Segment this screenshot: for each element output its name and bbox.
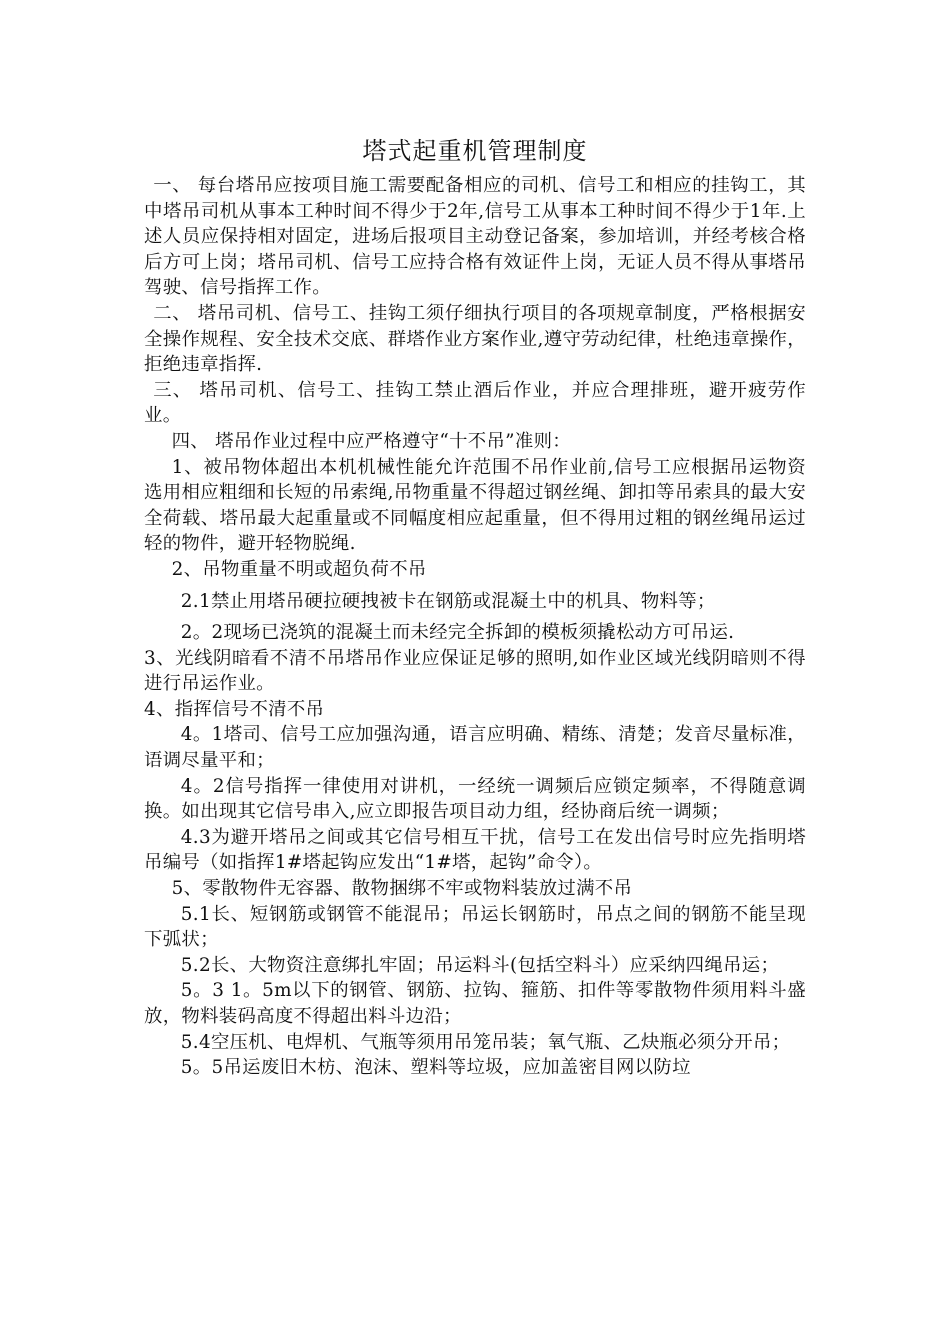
rule-2-heading: 2、吊物重量不明或超负荷不吊 [171, 558, 427, 580]
rule-4-1-paragraph: 4。1塔司、信号工应加强沟通，语言应明确、精练、清楚；发音尽量标准，语调尽量平和； [144, 724, 806, 772]
rule-5-4-paragraph: 5.4空压机、电焊机、气瓶等须用吊笼吊装；氧气瓶、乙炔瓶必须分开吊； [180, 1031, 791, 1053]
rule-5-1-paragraph: 5.1长、短钢筋或钢管不能混吊；吊运长钢筋时，吊点之间的钢筋不能呈现下弧状； [144, 903, 806, 951]
rule-5-heading: 5、零散物件无容器、散物捆绑不牢或物料装放过满不吊 [171, 878, 633, 900]
section-4-heading: 四、 塔吊作业过程中应严格遵守“十不吊”准则： [171, 430, 571, 452]
section-3-paragraph: 三、 塔吊司机、信号工、挂钩工禁止酒后作业，并应合理排班，避开疲劳作业。 [144, 379, 806, 427]
rule-5-3-paragraph: 5。3 1。5m以下的钢管、钢筋、拉钩、箍筋、扣件等零散物件须用料斗盛放，物料装码高度不得超出料斗边沿； [144, 980, 806, 1027]
document-body [144, 173, 806, 1081]
rule-4-heading: 4、指挥信号不清不吊 [144, 698, 325, 720]
section-2-paragraph: 二、 塔吊司机、信号工、挂钩工须仔细执行项目的各项规章制度，严格根据安全操作规程、安全技术交底、群塔作业方案作业,遵守劳动纪律，杜绝违章操作，拒绝违章指挥. [144, 302, 806, 376]
section-1-paragraph: 一、 每台塔吊应按项目施工需要配备相应的司机、信号工和相应的挂钩工，其中塔吊司机从事本工种时间不得少于2年,信号工从事本工种时间不得少于1年.上述人员应保持相对固定，进场后报项目主动登记备案，参加培训，并经考核合格后方可上岗；塔吊司机、信号工应持合格有效证件上岗，无证人员不得从事塔吊驾驶、信号指挥工作。 [144, 175, 806, 299]
rule-4-2-paragraph: 4。2信号指挥一律使用对讲机，一经统一调频后应锁定频率，不得随意调换。如出现其它信号串入,应立即报告项目动力组，经协商后统一调频； [144, 775, 806, 823]
rule-4-3-paragraph: 4.3为避开塔吊之间或其它信号相互干扰，信号工在发出信号时应先指明塔吊编号（如指挥1#塔起钩应发出“1#塔，起钩”命令）。 [144, 826, 806, 874]
rule-5-5-paragraph: 5。5吊运废旧木枋、泡沫、塑料等垃圾，应加盖密目网以防垃 [180, 1057, 691, 1079]
rule-2-1-paragraph: 2.1禁止用塔吊硬拉硬拽被卡在钢筋或混凝土中的机具、物料等； [180, 590, 716, 612]
rule-5-2-paragraph: 5.2长、大物资注意绑扎牢固；吊运料斗(包括空料斗）应采纳四绳吊运； [180, 954, 780, 976]
rule-1-paragraph: 1、被吊物体超出本机机械性能允许范围不吊作业前,信号工应根据吊运物资选用相应粗细和长短的吊索绳,吊物重量不得超过钢丝绳、卸扣等吊索具的最大安全荷载、塔吊最大起重量或不同幅度相应起重量，但不得用过粗的钢丝绳吊运过轻的物件，避开轻物脱绳. [144, 456, 806, 555]
rule-2-2-paragraph: 2。2现场已浇筑的混凝土而未经完全拆卸的模板须撬松动方可吊运. [180, 622, 735, 644]
page-title: 塔式起重机管理制度 [362, 137, 588, 165]
rule-3-paragraph: 3、光线阴暗看不清不吊塔吊作业应保证足够的照明,如作业区域光线阴暗则不得进行吊运作业。 [144, 647, 806, 695]
